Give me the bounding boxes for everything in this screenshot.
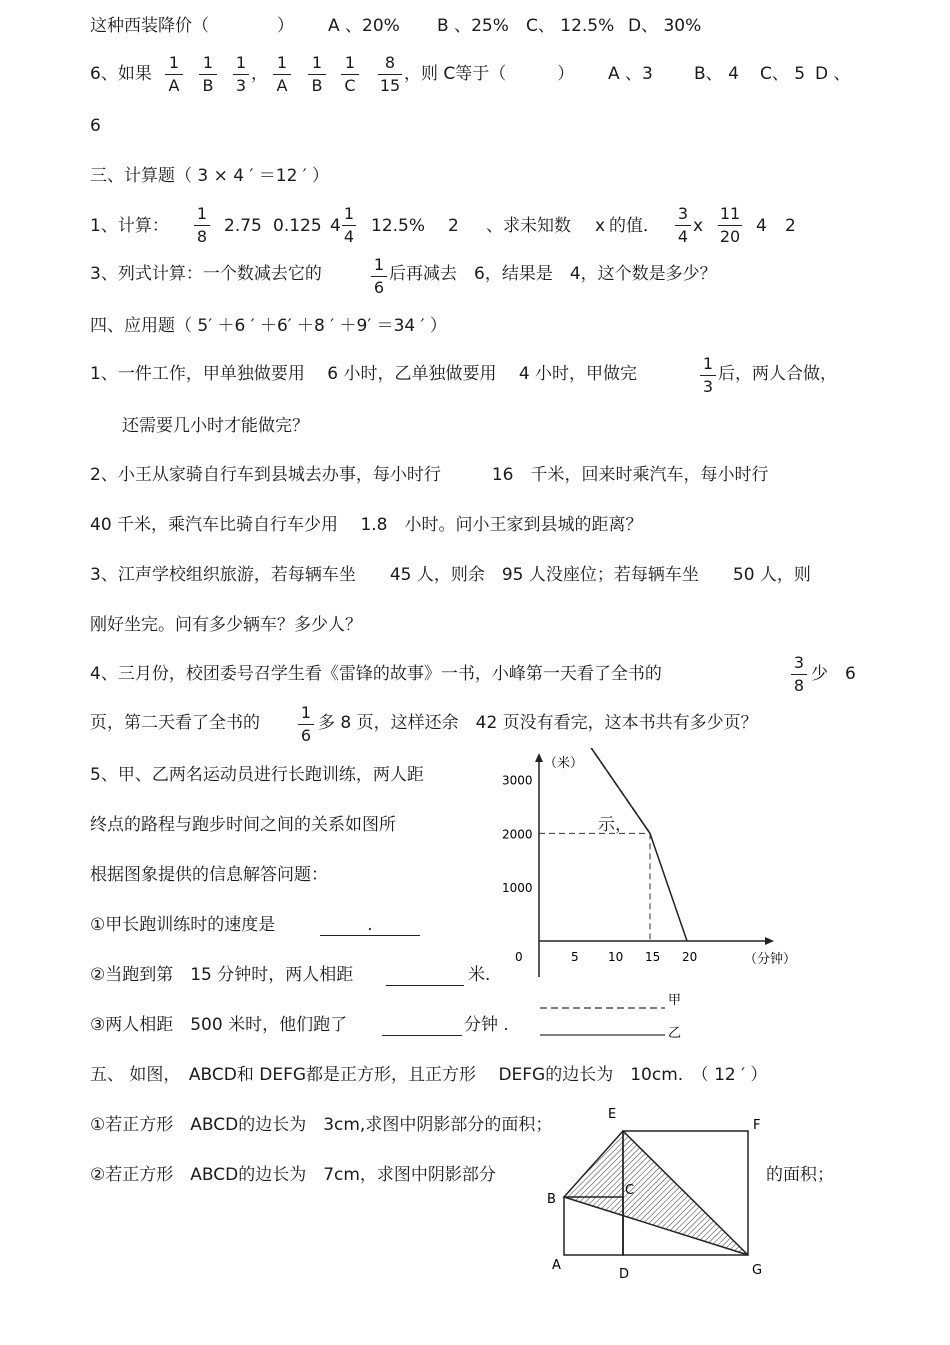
s3-q2-term-1: 4 bbox=[756, 216, 767, 236]
s4-q4-text-b: 少 6 bbox=[811, 664, 856, 684]
x-tick-label: 20 bbox=[682, 950, 698, 964]
s4-q5-line-1: 5、甲、乙两名运动员进行长跑训练，两人距 bbox=[90, 765, 424, 785]
s4-q5-line-2: 终点的路程与跑步时间之间的关系如图所 bbox=[90, 815, 396, 835]
s4-q1-text-b: 后，两人合做， bbox=[718, 364, 837, 384]
x-tick-label: 15 bbox=[645, 950, 661, 964]
section3-title: 三、计算题（ 3 × 4 ′ ＝12 ′ ） bbox=[90, 166, 330, 186]
label-d: D bbox=[619, 1267, 630, 1282]
y-tick-label: 3000 bbox=[502, 773, 533, 788]
s3-q1-fraction: 1 8 bbox=[194, 205, 210, 246]
s3-q1-term-1: 2.75 bbox=[224, 216, 262, 236]
q6-comma: ， bbox=[251, 64, 268, 84]
s3-q3-text-b: 后再减去 6，结果是 4，这个数是多少？ bbox=[389, 264, 717, 284]
label-e: E bbox=[608, 1107, 617, 1122]
prev-question bbox=[90, 14, 294, 38]
q6-option-c: C、 5 bbox=[760, 64, 806, 84]
s3-q2-x: x bbox=[693, 216, 704, 236]
label-b: B bbox=[547, 1192, 556, 1207]
x-axis-label: （分钟） bbox=[744, 952, 797, 967]
s4-q5-line-2-end: 示， bbox=[598, 815, 632, 835]
s3-q1-term-5: 2 bbox=[448, 216, 459, 236]
q6-option-d-value: 6 bbox=[90, 116, 101, 136]
s4-q4-text-d: 多 8 页，这样还余 42 页没有看完，这本书共有多少页？ bbox=[318, 713, 758, 733]
s4-q4-line-1: 4、三月份，校团委号召学生看《雷锋的故事》一书，小峰第一天看了全书的 bbox=[90, 664, 662, 684]
s4-q5-sub-1-blank[interactable]: . bbox=[320, 915, 420, 936]
y-tick-label: 1000 bbox=[502, 881, 533, 896]
section5-title: 五、 如图， ABCD和 DEFG都是正方形，且正方形 DEFG的边长为 10cm. （ 12 ′ ） bbox=[90, 1065, 768, 1085]
s4-q4-text-c: 页，第二天看了全书的 bbox=[90, 713, 260, 733]
s4-q5-sub-1: ①甲长跑训练时的速度是 bbox=[90, 915, 276, 935]
q6-option-a: A 、3 bbox=[608, 64, 653, 84]
series-乙 bbox=[539, 748, 687, 941]
s5-sub-1: ①若正方形 ABCD的边长为 3cm,求图中阴影部分的面积； bbox=[90, 1115, 553, 1135]
s3-q3-text-a: 3、列式计算：一个数减去它的 bbox=[90, 264, 322, 284]
s4-q3-line-1: 3、江声学校组织旅游，若每辆车坐 45 人，则余 95 人没座位；若每辆车坐 50 人，则 bbox=[90, 565, 811, 585]
legend-yi-label: 乙 bbox=[668, 1026, 682, 1041]
s4-q5-sub-3-unit: 分钟 . bbox=[464, 1015, 509, 1035]
s3-q1-term-4: 12.5% bbox=[371, 216, 426, 236]
s4-q5-sub-3-blank[interactable] bbox=[382, 1015, 462, 1036]
s3-q2-label: 、求未知数 bbox=[486, 216, 571, 236]
s3-q1-term-3: 4 bbox=[330, 216, 341, 236]
label-a: A bbox=[552, 1258, 561, 1273]
label-f: F bbox=[753, 1118, 761, 1133]
x-axis-arrow bbox=[765, 937, 774, 945]
q6-prefix: 6、如果 bbox=[90, 64, 152, 84]
q6-option-d: D 、 bbox=[815, 64, 851, 84]
distance-time-chart bbox=[490, 748, 820, 1048]
q6-stem: ，则 C等于（ ） bbox=[404, 64, 575, 84]
label-g: G bbox=[752, 1263, 763, 1278]
s3-q2-variable: x bbox=[595, 216, 606, 236]
prev-question-stem: 这种西装降价（ ） bbox=[90, 16, 294, 36]
q6-fraction-5: 1 B bbox=[308, 54, 326, 95]
s4-q1-text-a: 1、一件工作，甲单独做要用 6 小时，乙单独做要用 4 小时，甲做完 bbox=[90, 364, 638, 384]
s4-q4-fraction-1: 3 8 bbox=[791, 654, 807, 695]
y-axis-label: （米） bbox=[544, 756, 584, 771]
s3-q2-fraction-2: 11 20 bbox=[719, 204, 741, 246]
q6-fraction-3: 1 3 bbox=[233, 54, 249, 95]
label-c: C bbox=[625, 1183, 635, 1198]
s3-q2-term-2: 2 bbox=[785, 216, 796, 236]
s4-q5-sub-3: ③两人相距 500 米时，他们跑了 bbox=[90, 1015, 348, 1035]
s4-q4-fraction-2: 1 6 bbox=[298, 704, 314, 745]
option-b: B 、25% bbox=[437, 16, 509, 36]
s4-q2-line-2: 40 千米，乘汽车比骑自行车少用 1.8 小时。问小王家到县城的距离？ bbox=[90, 515, 643, 535]
s4-q5-sub-2-blank[interactable] bbox=[386, 965, 464, 986]
x-tick-label: 5 bbox=[571, 950, 579, 964]
s3-q1-mixed-fraction: 1 4 bbox=[343, 204, 355, 246]
shaded-triangle bbox=[564, 1131, 748, 1255]
s4-q3-line-2: 刚好坐完。问有多少辆车？多少人？ bbox=[90, 615, 362, 635]
option-a: A 、20% bbox=[328, 16, 400, 36]
option-d: D、 30% bbox=[628, 16, 702, 36]
s3-q3-fraction: 1 6 bbox=[371, 256, 387, 297]
x-tick-label: 10 bbox=[608, 950, 624, 964]
s5-sub-2-end: 的面积； bbox=[766, 1165, 834, 1185]
section4-title: 四、应用题（ 5′ ＋6 ′ ＋6′ ＋8 ′ ＋9′ ＝34 ′ ） bbox=[90, 316, 447, 336]
q6-fraction-7: 8 15 bbox=[379, 53, 401, 95]
s4-q5-line-3: 根据图象提供的信息解答问题： bbox=[90, 865, 328, 885]
q6-fraction-2: 1 B bbox=[199, 54, 217, 95]
s4-q5-sub-2-unit: 米. bbox=[468, 965, 491, 985]
s3-q1-term-2: 0.125 bbox=[273, 216, 322, 236]
option-c: C、 12.5% bbox=[526, 16, 615, 36]
y-axis-arrow bbox=[535, 753, 543, 762]
x-tick-label: 0 bbox=[515, 950, 523, 964]
s3-q2-text: 的值． bbox=[609, 216, 660, 236]
s3-q2-fraction-1: 3 4 bbox=[675, 205, 691, 246]
s4-q5-sub-2: ②当跑到第 15 分钟时，两人相距 bbox=[90, 965, 354, 985]
s4-q2-line-1: 2、小王从家骑自行车到县城去办事，每小时行 16 千米，回来时乘汽车，每小时行 bbox=[90, 465, 769, 485]
squares-figure bbox=[540, 1100, 780, 1290]
s4-q1-fraction: 1 3 bbox=[700, 355, 716, 396]
q6-fraction-1: 1 A bbox=[165, 54, 183, 95]
s5-sub-2: ②若正方形 ABCD的边长为 7cm，求图中阴影部分 bbox=[90, 1165, 496, 1185]
q6-option-b: B、 4 bbox=[694, 64, 739, 84]
y-tick-label: 2000 bbox=[502, 827, 533, 842]
q6-fraction-6: 1 C bbox=[341, 54, 359, 95]
s4-q1-text-c: 还需要几小时才能做完？ bbox=[122, 416, 309, 436]
s3-q1-label: 1、计算： bbox=[90, 216, 169, 236]
q6-fraction-4: 1 A bbox=[273, 54, 291, 95]
legend-jia-label: 甲 bbox=[668, 993, 682, 1008]
